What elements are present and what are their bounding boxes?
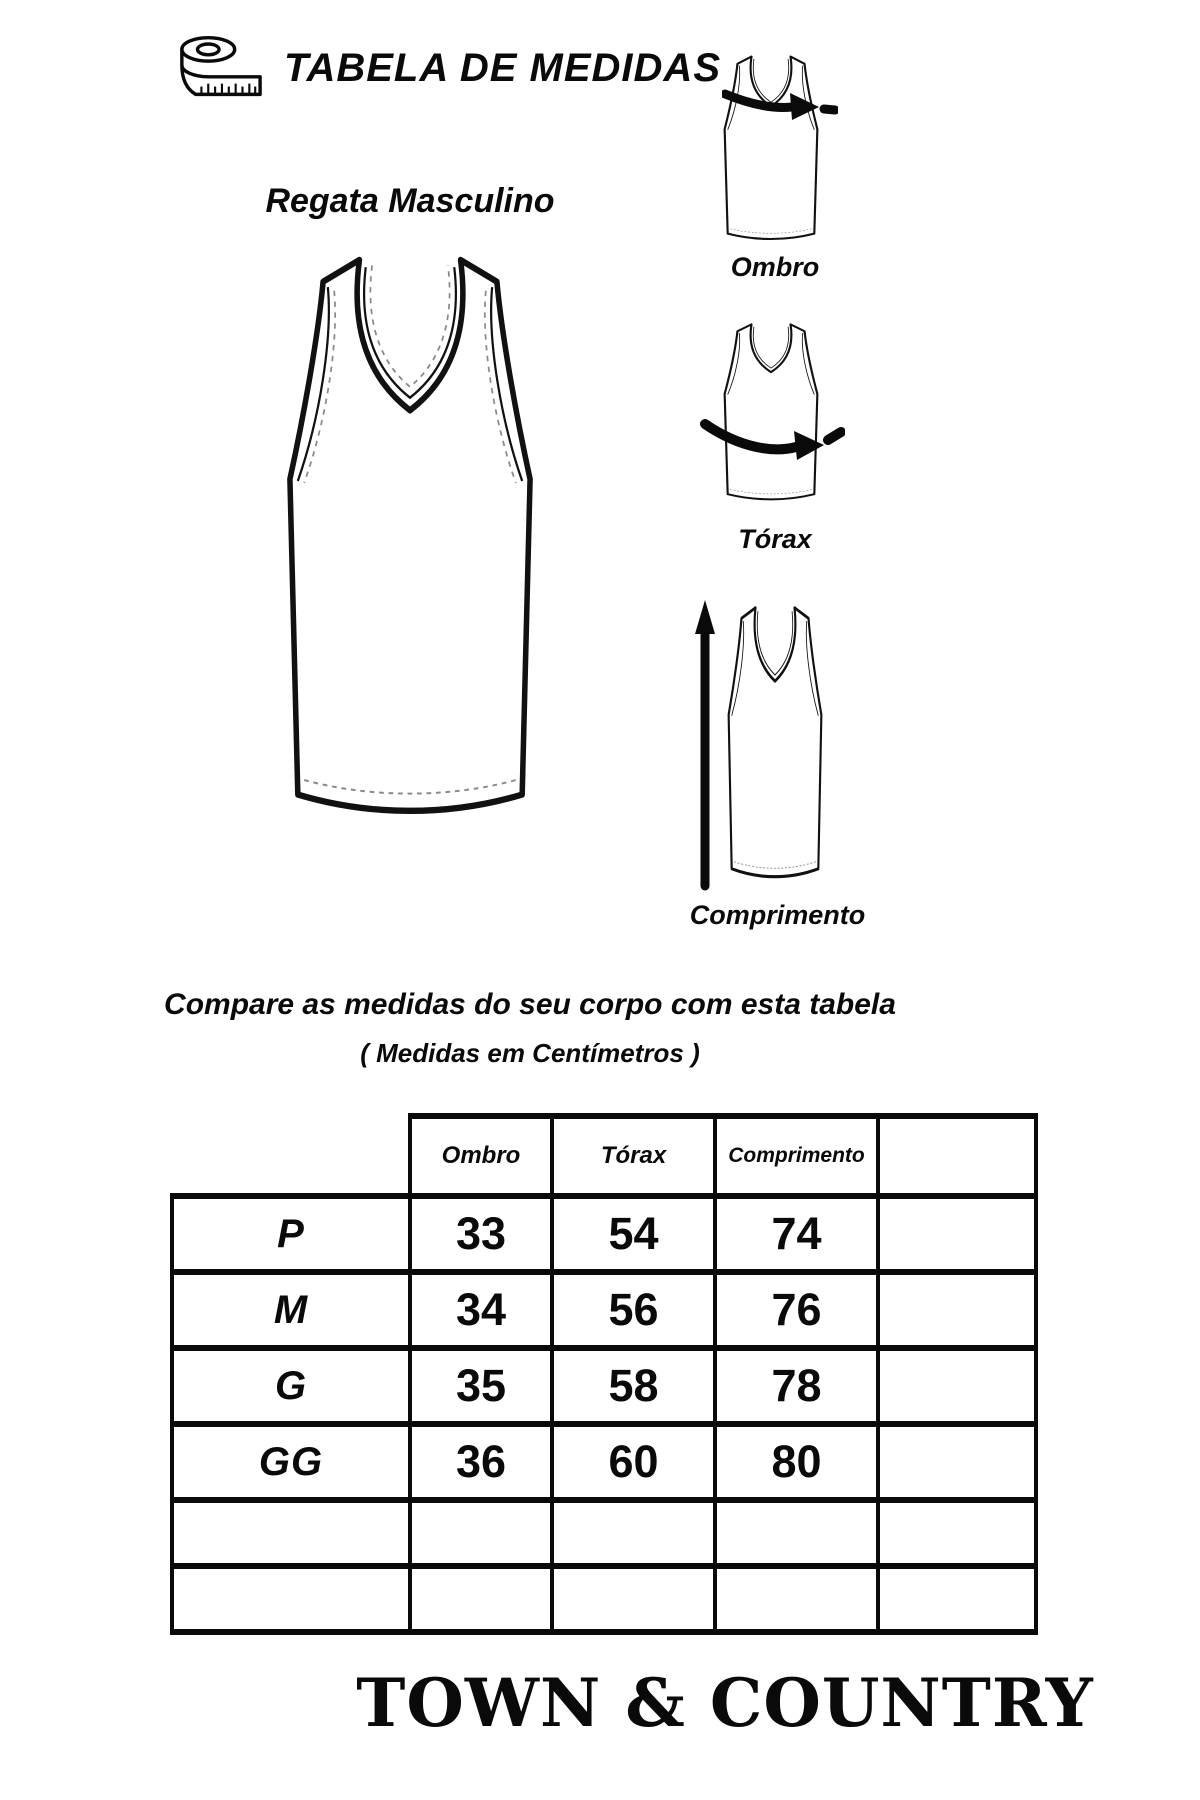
size-label — [172, 1500, 410, 1566]
guide-label-comprimento: Comprimento — [689, 900, 866, 930]
guide-label-ombro: Ombro — [730, 252, 820, 282]
brand-logo: TOWN & COUNTRY — [356, 1664, 1094, 1742]
column-header-torax: Tórax — [552, 1116, 715, 1196]
value-torax: 54 — [552, 1196, 715, 1272]
compare-instruction: Compare as medidas do seu corpo com esta tabela — [164, 988, 896, 1021]
table-row — [172, 1424, 1036, 1500]
value-extra — [878, 1566, 1036, 1632]
value-extra — [878, 1424, 1036, 1500]
value-torax: 56 — [552, 1272, 715, 1348]
size-label: G — [172, 1348, 410, 1424]
value-ombro: 34 — [410, 1272, 552, 1348]
length-arrow-icon — [692, 596, 718, 892]
value-comprimento: 74 — [715, 1196, 878, 1272]
page-title: TABELA DE MEDIDAS — [284, 46, 721, 90]
value-ombro: 33 — [410, 1196, 552, 1272]
value-extra — [878, 1348, 1036, 1424]
table-row-empty — [172, 1500, 1036, 1566]
value-torax — [552, 1566, 715, 1632]
table-header-row — [172, 1116, 1036, 1196]
value-comprimento: 76 — [715, 1272, 878, 1348]
size-label: M — [172, 1272, 410, 1348]
units-note: ( Medidas em Centímetros ) — [360, 1038, 700, 1068]
value-comprimento — [715, 1566, 878, 1632]
value-ombro — [410, 1500, 552, 1566]
table-row-empty — [172, 1566, 1036, 1632]
value-ombro: 36 — [410, 1424, 552, 1500]
guide-label-torax: Tórax — [738, 524, 812, 554]
chest-arrow-icon — [700, 410, 845, 466]
size-label: P — [172, 1196, 410, 1272]
table-row — [172, 1196, 1036, 1272]
column-header-ombro: Ombro — [410, 1116, 552, 1196]
size-label: GG — [172, 1424, 410, 1500]
table-row — [172, 1348, 1036, 1424]
value-extra — [878, 1196, 1036, 1272]
value-ombro — [410, 1566, 552, 1632]
value-ombro: 35 — [410, 1348, 552, 1424]
product-subtitle: Regata Masculino — [265, 182, 555, 220]
value-torax: 58 — [552, 1348, 715, 1424]
shoulder-arrow-icon — [722, 80, 838, 122]
value-torax — [552, 1500, 715, 1566]
size-table — [170, 1113, 1038, 1635]
value-comprimento — [715, 1500, 878, 1566]
column-header-extra — [878, 1116, 1036, 1196]
measuring-tape-icon — [176, 34, 264, 100]
table-row — [172, 1272, 1036, 1348]
value-torax: 60 — [552, 1424, 715, 1500]
value-extra — [878, 1500, 1036, 1566]
table-corner-blank — [172, 1116, 410, 1196]
column-header-comprimento: Comprimento — [715, 1116, 878, 1196]
value-extra — [878, 1272, 1036, 1348]
size-label — [172, 1566, 410, 1632]
tank-top-illustration — [252, 240, 568, 838]
tank-length-thumbnail — [714, 598, 836, 890]
value-comprimento: 78 — [715, 1348, 878, 1424]
value-comprimento: 80 — [715, 1424, 878, 1500]
